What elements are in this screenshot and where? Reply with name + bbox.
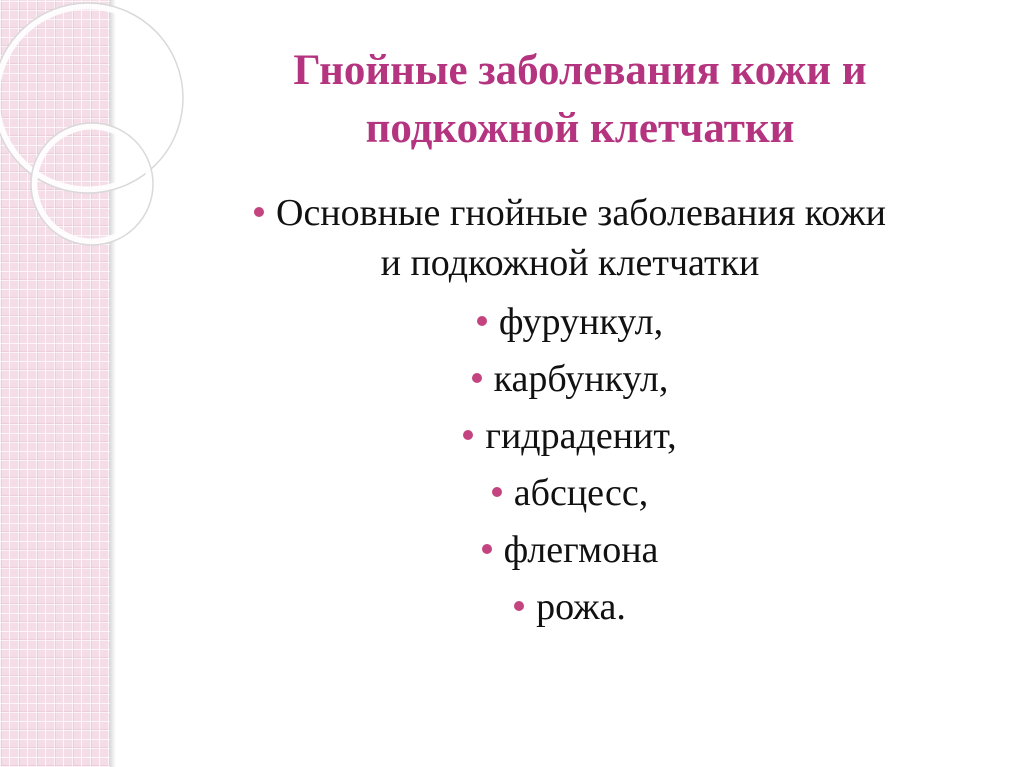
lead-text-1: Основные гнойные заболевания кожи (276, 192, 886, 234)
lead-bullet (150, 188, 990, 288)
list-item-label: абсцесс, (513, 472, 649, 514)
bullet-dot-icon (463, 430, 473, 440)
bullet-dot-icon (477, 316, 487, 326)
list-item-label: рожа. (536, 586, 626, 628)
bullet-dot-icon (254, 207, 264, 217)
bullet-dot-icon (482, 544, 492, 554)
bullet-dot-icon (492, 487, 502, 497)
slide-title (150, 42, 1010, 158)
list-item-label: фурункул, (498, 301, 664, 343)
list-item (150, 579, 990, 636)
slide-title-line-2: подкожной клетчатки (365, 105, 795, 152)
list-item (150, 294, 990, 351)
lead-line-1 (150, 188, 990, 238)
list-item (150, 465, 990, 522)
list-item (150, 408, 990, 465)
list-item (150, 522, 990, 579)
list-item-label: флегмона (503, 529, 659, 571)
slide-content (150, 188, 990, 636)
lead-line-2: и подкожной клетчатки (380, 242, 760, 284)
bullet-dot-icon (472, 373, 482, 383)
list-item-label: карбункул, (493, 358, 669, 400)
bullet-dot-icon (514, 601, 524, 611)
list-item (150, 351, 990, 408)
list-item-label: гидраденит, (485, 415, 677, 457)
disease-list (150, 294, 990, 636)
slide-title-line-1: Гнойные заболевания кожи и (293, 47, 867, 94)
